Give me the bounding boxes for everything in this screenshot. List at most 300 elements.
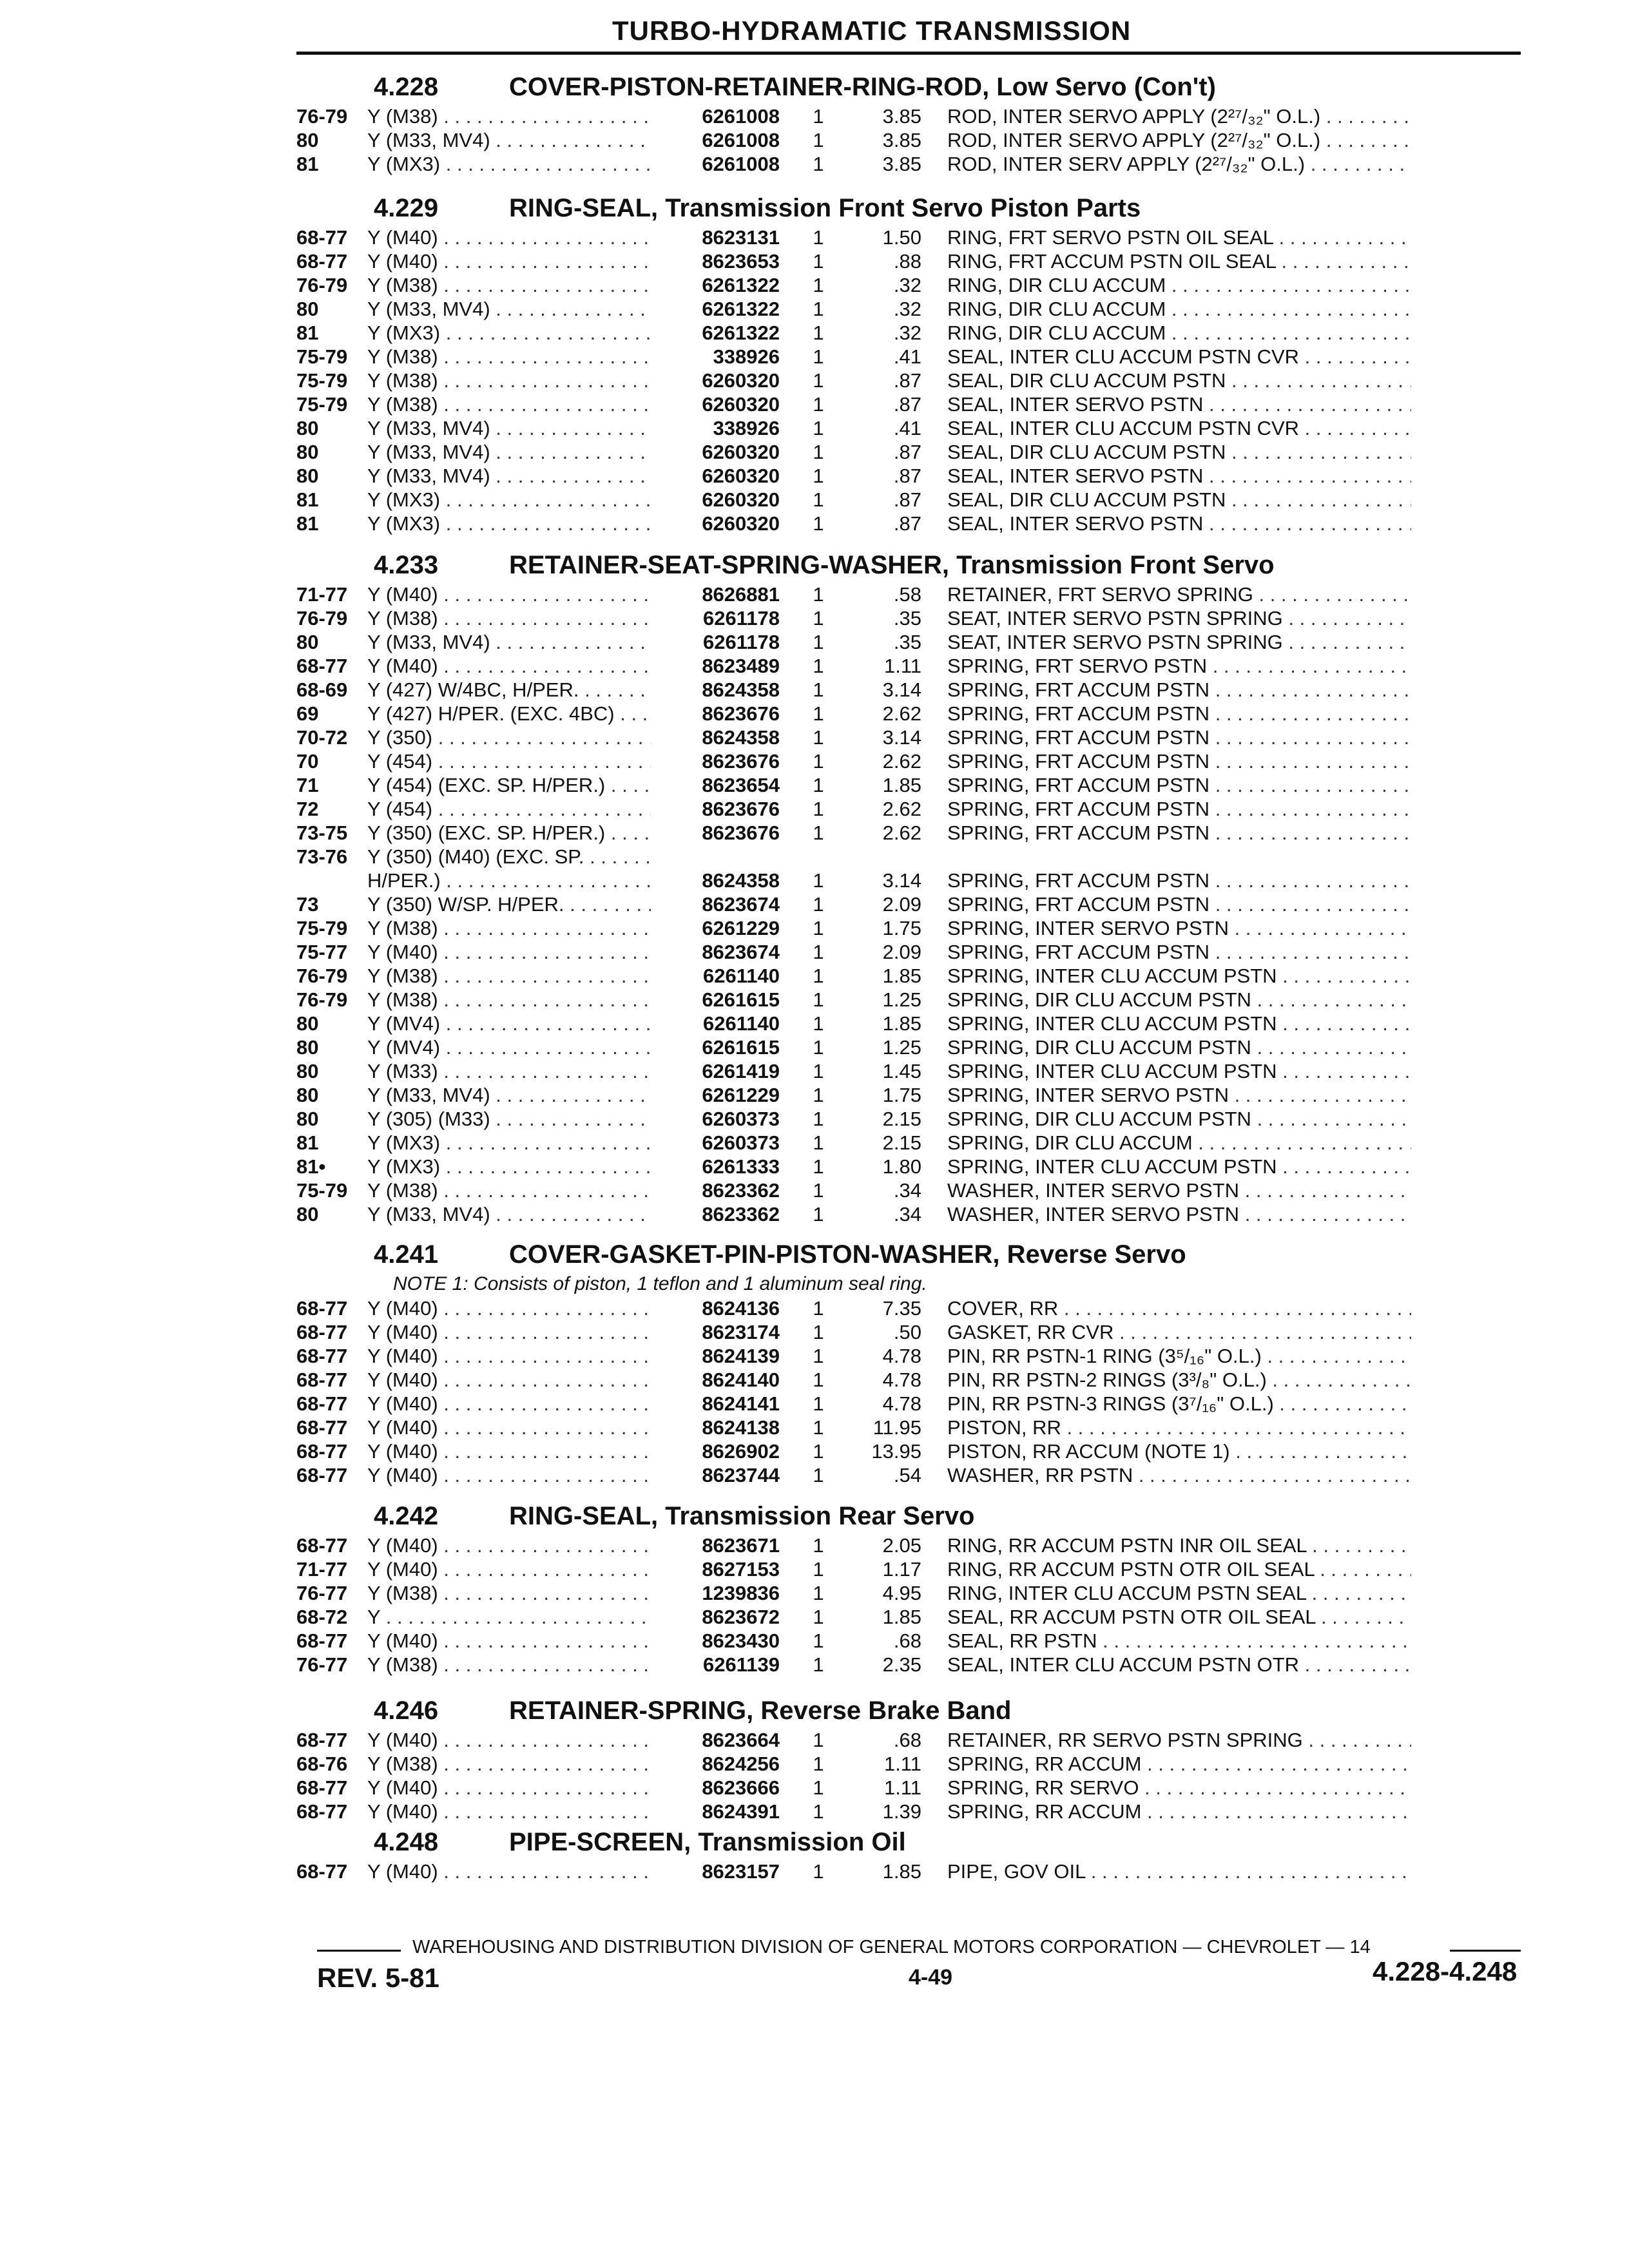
- description: SPRING, FRT ACCUM PSTN . . .: [947, 821, 1411, 845]
- model-year: 80: [296, 1084, 319, 1106]
- part-row: [296, 152, 1540, 176]
- application: Y (MX3) . . .: [367, 152, 651, 176]
- description: ROD, INTER SERVO APPLY (2²⁷/₃₂" O.L.) . . .: [947, 104, 1411, 128]
- price: .68: [893, 1729, 921, 1751]
- price: 1.85: [882, 1606, 921, 1628]
- section-range: 4.228-4.248: [1373, 1956, 1518, 1986]
- quantity: 1: [813, 274, 824, 296]
- part-number: 8623672: [702, 1606, 780, 1628]
- part-number: 8623664: [702, 1729, 780, 1751]
- model-year: 68-77: [296, 1369, 348, 1391]
- part-number: 6261008: [702, 129, 780, 151]
- part-row: [296, 869, 1540, 892]
- section-4-229: [296, 191, 1540, 535]
- model-year: 68-77: [296, 1729, 348, 1751]
- description: SPRING, FRT ACCUM PSTN . . .: [947, 892, 1411, 916]
- description: RING, DIR CLU ACCUM . . .: [947, 297, 1411, 321]
- part-number: 8624256: [702, 1753, 780, 1775]
- model-year: 71-77: [296, 1558, 348, 1581]
- part-number: 8624138: [702, 1416, 780, 1439]
- section-heading: [374, 548, 1540, 582]
- quantity: 1: [813, 774, 824, 796]
- section-4-228: [296, 70, 1540, 176]
- part-row: [296, 606, 1540, 630]
- description: SPRING, INTER CLU ACCUM PSTN . . .: [947, 1012, 1411, 1035]
- application: Y (454) (EXC. SP. H/PER.) . . .: [367, 773, 651, 797]
- quantity: 1: [813, 417, 824, 439]
- part-row: [296, 464, 1540, 488]
- application: Y (M40) . . .: [367, 1557, 651, 1581]
- description: WASHER, RR PSTN . . .: [947, 1463, 1411, 1487]
- part-row: [296, 1533, 1540, 1557]
- application: Y (M33, MV4) . . .: [367, 440, 651, 464]
- price: .58: [893, 583, 921, 606]
- model-year: 81•: [296, 1155, 326, 1178]
- model-year: 80: [296, 1060, 319, 1082]
- model-year: 80: [296, 1108, 319, 1130]
- model-year: 80: [296, 1203, 319, 1225]
- price: 1.45: [882, 1060, 921, 1082]
- part-row: [296, 392, 1540, 416]
- model-year: 69: [296, 702, 319, 725]
- description: PIN, RR PSTN-3 RINGS (3⁷/₁₆" O.L.) . . .: [947, 1392, 1411, 1416]
- section-number: 4.242: [374, 1502, 439, 1530]
- application: Y (427) H/PER. (EXC. 4BC) . . .: [367, 702, 651, 726]
- price: .41: [893, 417, 921, 439]
- part-number: 8623430: [702, 1629, 780, 1652]
- part-number: 6261139: [703, 1653, 780, 1676]
- description: SEAL, DIR CLU ACCUM PSTN . . .: [947, 369, 1411, 392]
- part-row: [296, 321, 1540, 345]
- description: SPRING, FRT ACCUM PSTN . . .: [947, 726, 1411, 749]
- application: Y (MX3) . . .: [367, 512, 651, 535]
- description: PISTON, RR ACCUM (NOTE 1) . . .: [947, 1439, 1411, 1463]
- price: 1.85: [882, 774, 921, 796]
- price: 3.85: [882, 105, 921, 128]
- description: RING, RR ACCUM PSTN INR OIL SEAL . . .: [947, 1533, 1411, 1557]
- part-number: 8624391: [702, 1800, 780, 1823]
- description: SPRING, INTER CLU ACCUM PSTN . . .: [947, 1155, 1411, 1178]
- description: COVER, RR . . .: [947, 1296, 1411, 1320]
- description: PISTON, RR . . .: [947, 1416, 1411, 1439]
- model-year: 80: [296, 298, 319, 320]
- quantity: 1: [813, 655, 824, 677]
- part-row: [296, 678, 1540, 702]
- model-year: 68-77: [296, 1534, 348, 1557]
- part-row: [296, 273, 1540, 297]
- application: Y (M38) . . .: [367, 104, 651, 128]
- quantity: 1: [813, 1345, 824, 1367]
- model-year: 75-77: [296, 941, 348, 963]
- part-row: [296, 1012, 1540, 1035]
- application: Y (MV4) . . .: [367, 1035, 651, 1059]
- price: 13.95: [871, 1440, 921, 1463]
- model-year: 68-77: [296, 1321, 348, 1343]
- application: Y (MV4) . . .: [367, 1012, 651, 1035]
- model-year: 68-77: [296, 1297, 348, 1320]
- description: SEAL, INTER CLU ACCUM PSTN OTR . . .: [947, 1653, 1411, 1677]
- description: SPRING, DIR CLU ACCUM . . .: [947, 1131, 1411, 1155]
- description: RETAINER, FRT SERVO SPRING . . .: [947, 582, 1411, 606]
- model-year: 68-77: [296, 1776, 348, 1799]
- price: .41: [893, 345, 921, 368]
- quantity: 1: [813, 1155, 824, 1178]
- price: 1.11: [883, 655, 921, 677]
- price: 1.11: [883, 1753, 921, 1775]
- quantity: 1: [813, 105, 824, 128]
- quantity: 1: [813, 1321, 824, 1343]
- part-row: [296, 1653, 1540, 1677]
- price: 2.62: [882, 750, 921, 773]
- price: .68: [893, 1629, 921, 1652]
- part-row: [296, 892, 1540, 916]
- quantity: 1: [813, 1179, 824, 1202]
- part-row: [296, 845, 1540, 869]
- application: Y (MX3) . . .: [367, 1131, 651, 1155]
- application: Y (427) W/4BC, H/PER. . . .: [367, 678, 651, 702]
- price: .34: [893, 1203, 921, 1225]
- price: 1.17: [882, 1558, 921, 1581]
- description: SPRING, INTER SERVO PSTN . . .: [947, 1083, 1411, 1107]
- model-year: 81: [296, 1131, 319, 1154]
- description: RING, FRT ACCUM PSTN OIL SEAL . . .: [947, 249, 1411, 273]
- model-year: 73-75: [296, 822, 348, 844]
- price: 1.11: [883, 1776, 921, 1799]
- part-row: [296, 1059, 1540, 1083]
- application: Y (M38) . . .: [367, 369, 651, 392]
- quantity: 1: [813, 1776, 824, 1799]
- part-number: 8626902: [702, 1440, 780, 1463]
- quantity: 1: [813, 607, 824, 629]
- application: Y (M40) . . .: [367, 1776, 651, 1800]
- model-year: 73-76: [296, 845, 348, 868]
- quantity: 1: [813, 1534, 824, 1557]
- part-row: [296, 1629, 1540, 1653]
- quantity: 1: [813, 988, 824, 1011]
- price: 1.39: [882, 1800, 921, 1823]
- description: PIN, RR PSTN-1 RING (3⁵/₁₆" O.L.) . . .: [947, 1344, 1411, 1368]
- quantity: 1: [813, 153, 824, 175]
- part-row: [296, 104, 1540, 128]
- application: Y (M40) . . .: [367, 1344, 651, 1368]
- application: Y (305) (M33) . . .: [367, 1107, 651, 1131]
- part-number: 6261178: [703, 607, 780, 629]
- description: SPRING, FRT ACCUM PSTN . . .: [947, 940, 1411, 964]
- description: RING, INTER CLU ACCUM PSTN SEAL . . .: [947, 1581, 1411, 1605]
- part-row: [296, 345, 1540, 369]
- model-year: 75-79: [296, 917, 348, 939]
- description: SEAL, INTER SERVO PSTN . . .: [947, 512, 1411, 535]
- application: Y (M40) . . .: [367, 940, 651, 964]
- model-year: 68-77: [296, 1629, 348, 1652]
- part-number: 8624139: [702, 1345, 780, 1367]
- description: SPRING, DIR CLU ACCUM PSTN . . .: [947, 1107, 1411, 1131]
- part-row: [296, 512, 1540, 535]
- section-title: COVER-PISTON-RETAINER-RING-ROD, Low Servo (Con't): [509, 73, 1216, 101]
- price: 2.35: [882, 1653, 921, 1676]
- part-number: 6261322: [702, 274, 780, 296]
- section-4-241: [296, 1237, 1540, 1487]
- section-number: 4.246: [374, 1696, 439, 1725]
- part-number: 6260320: [702, 393, 780, 416]
- description: SEAL, DIR CLU ACCUM PSTN . . .: [947, 440, 1411, 464]
- section-number: 4.241: [374, 1240, 439, 1269]
- part-number: 6261615: [702, 1036, 780, 1059]
- description: SPRING, DIR CLU ACCUM PSTN . . .: [947, 1035, 1411, 1059]
- part-row: [296, 1557, 1540, 1581]
- application: Y (M38) . . .: [367, 1581, 651, 1605]
- description: RETAINER, RR SERVO PSTN SPRING . . .: [947, 1728, 1411, 1752]
- description: ROD, INTER SERV APPLY (2²⁷/₃₂" O.L.) . . .: [947, 152, 1411, 176]
- application: H/PER.) . . .: [367, 869, 651, 892]
- price: 3.85: [882, 129, 921, 151]
- part-number: 8626881: [702, 583, 780, 606]
- part-row: [296, 1296, 1540, 1320]
- model-year: 80: [296, 1012, 319, 1035]
- quantity: 1: [813, 1860, 824, 1883]
- part-number: 8623674: [702, 893, 780, 916]
- quantity: 1: [813, 1653, 824, 1676]
- model-year: 81: [296, 488, 319, 511]
- model-year: 68-69: [296, 678, 348, 701]
- price: 1.80: [882, 1155, 921, 1178]
- application: Y (M38) . . .: [367, 964, 651, 988]
- part-row: [296, 964, 1540, 988]
- application: Y (M40) . . .: [367, 1368, 651, 1392]
- description: SPRING, INTER CLU ACCUM PSTN . . .: [947, 1059, 1411, 1083]
- section-heading: [374, 1825, 1540, 1860]
- description: SPRING, INTER CLU ACCUM PSTN . . .: [947, 964, 1411, 988]
- description: SEAL, INTER CLU ACCUM PSTN CVR . . .: [947, 416, 1411, 440]
- application: Y (M40) . . .: [367, 1320, 651, 1344]
- part-row: [296, 1035, 1540, 1059]
- quantity: 1: [813, 1060, 824, 1082]
- part-number: 1239836: [702, 1582, 780, 1604]
- footer-rule-left: [317, 1950, 401, 1952]
- application: Y (350) W/SP. H/PER. . . .: [367, 892, 651, 916]
- part-row: [296, 1107, 1540, 1131]
- model-year: 68-77: [296, 1416, 348, 1439]
- quantity: 1: [813, 1392, 824, 1415]
- quantity: 1: [813, 869, 824, 892]
- part-number: 8623676: [702, 798, 780, 820]
- quantity: 1: [813, 1369, 824, 1391]
- section-title: RING-SEAL, Transmission Front Servo Piston Parts: [509, 194, 1141, 222]
- section-heading: [374, 1499, 1540, 1533]
- description: SEAL, INTER SERVO PSTN . . .: [947, 392, 1411, 416]
- quantity: 1: [813, 583, 824, 606]
- quantity: 1: [813, 393, 824, 416]
- price: .87: [893, 441, 921, 463]
- description: GASKET, RR CVR . . .: [947, 1320, 1411, 1344]
- model-year: 68-77: [296, 250, 348, 273]
- price: 3.85: [882, 153, 921, 175]
- application: Y (M40) . . .: [367, 1296, 651, 1320]
- quantity: 1: [813, 1729, 824, 1751]
- price: .87: [893, 488, 921, 511]
- model-year: 76-79: [296, 105, 348, 128]
- part-number: 6260320: [702, 369, 780, 392]
- footer-division: WAREHOUSING AND DISTRIBUTION DIVISION OF GENERAL MOTORS CORPORATION — CHEVROLET — 14: [412, 1937, 1371, 1957]
- section-note: NOTE 1: Consists of piston, 1 teflon and 1 aluminum seal ring.: [393, 1273, 927, 1294]
- application: Y (M33) . . .: [367, 1059, 651, 1083]
- section-number: 4.228: [374, 73, 439, 101]
- part-number: 338926: [713, 345, 780, 368]
- description: SEAT, INTER SERVO PSTN SPRING . . .: [947, 606, 1411, 630]
- quantity: 1: [813, 250, 824, 273]
- part-number: 6260320: [702, 512, 780, 535]
- quantity: 1: [813, 369, 824, 392]
- part-row: [296, 821, 1540, 845]
- section-heading: [374, 1237, 1540, 1272]
- price: 1.50: [882, 226, 921, 249]
- model-year: 68-77: [296, 1440, 348, 1463]
- section-heading: [374, 191, 1540, 226]
- description: RING, RR ACCUM PSTN OTR OIL SEAL . . .: [947, 1557, 1411, 1581]
- part-row: [296, 128, 1540, 152]
- description: SPRING, INTER SERVO PSTN . . .: [947, 916, 1411, 940]
- part-row: [296, 726, 1540, 749]
- part-row: [296, 1605, 1540, 1629]
- application: Y (M40) . . .: [367, 249, 651, 273]
- application: Y (M38) . . .: [367, 345, 651, 369]
- quantity: 1: [813, 726, 824, 749]
- model-year: 68-77: [296, 1800, 348, 1823]
- quantity: 1: [813, 678, 824, 701]
- application: Y (M40) . . .: [367, 1860, 651, 1883]
- application: Y (350) (EXC. SP. H/PER.) . . .: [367, 821, 651, 845]
- part-number: 8624358: [702, 869, 780, 892]
- quantity: 1: [813, 1416, 824, 1439]
- quantity: 1: [813, 1012, 824, 1035]
- price: 2.62: [882, 822, 921, 844]
- part-number: 6261008: [702, 105, 780, 128]
- quantity: 1: [813, 1582, 824, 1604]
- application: Y (M40) . . .: [367, 1439, 651, 1463]
- price: .32: [893, 298, 921, 320]
- part-number: 6261229: [702, 917, 780, 939]
- application: Y (M38) . . .: [367, 988, 651, 1012]
- section-number: 4.233: [374, 551, 439, 579]
- part-number: 8627153: [702, 1558, 780, 1581]
- part-row: [296, 1776, 1540, 1800]
- part-number: 8624358: [702, 726, 780, 749]
- part-number: 6260320: [702, 441, 780, 463]
- section-title: RING-SEAL, Transmission Rear Servo: [509, 1502, 975, 1530]
- description: PIN, RR PSTN-2 RINGS (3³/₈" O.L.) . . .: [947, 1368, 1411, 1392]
- model-year: 75-79: [296, 369, 348, 392]
- part-row: [296, 1131, 1540, 1155]
- part-row: [296, 1463, 1540, 1487]
- application: Y (M40) . . .: [367, 1463, 651, 1487]
- description: SPRING, RR ACCUM . . .: [947, 1752, 1411, 1776]
- price: 4.78: [882, 1369, 921, 1391]
- application: Y (M40) . . .: [367, 1629, 651, 1653]
- model-year: 70-72: [296, 726, 348, 749]
- part-row: [296, 702, 1540, 726]
- description: SEAL, RR ACCUM PSTN OTR OIL SEAL . . .: [947, 1605, 1411, 1629]
- part-number: 6261615: [702, 988, 780, 1011]
- description: SPRING, DIR CLU ACCUM PSTN . . .: [947, 988, 1411, 1012]
- price: 1.75: [882, 1084, 921, 1106]
- price: .87: [893, 465, 921, 487]
- section-4-248: [296, 1825, 1540, 1883]
- price: 1.85: [882, 1860, 921, 1883]
- model-year: 68-76: [296, 1753, 348, 1775]
- quantity: 1: [813, 750, 824, 773]
- description: SPRING, FRT ACCUM PSTN . . .: [947, 797, 1411, 821]
- page-number: 4-49: [909, 1965, 953, 1990]
- title-rule: [296, 52, 1521, 55]
- part-number: 6261008: [702, 153, 780, 175]
- quantity: 1: [813, 1440, 824, 1463]
- section-title: RETAINER-SPRING, Reverse Brake Band: [509, 1696, 1012, 1725]
- part-number: 8624136: [702, 1297, 780, 1320]
- model-year: 68-77: [296, 1345, 348, 1367]
- model-year: 80: [296, 1036, 319, 1059]
- description: SPRING, FRT ACCUM PSTN . . .: [947, 773, 1411, 797]
- application: Y (M40) . . .: [367, 1800, 651, 1823]
- part-row: [296, 416, 1540, 440]
- section-title: RETAINER-SEAT-SPRING-WASHER, Transmission Front Servo: [509, 551, 1275, 579]
- quantity: 1: [813, 702, 824, 725]
- part-row: [296, 1344, 1540, 1368]
- part-row: [296, 1202, 1540, 1226]
- price: .34: [893, 1179, 921, 1202]
- description: RING, DIR CLU ACCUM . . .: [947, 273, 1411, 297]
- part-number: 6260373: [702, 1131, 780, 1154]
- price: .32: [893, 322, 921, 344]
- quantity: 1: [813, 298, 824, 320]
- part-row: [296, 630, 1540, 654]
- price: .54: [893, 1464, 921, 1486]
- model-year: 76-79: [296, 965, 348, 987]
- part-row: [296, 369, 1540, 392]
- application: Y (M33, MV4) . . .: [367, 1083, 651, 1107]
- quantity: 1: [813, 1606, 824, 1628]
- part-row: [296, 1752, 1540, 1776]
- application: Y (MX3) . . .: [367, 1155, 651, 1178]
- application: Y (M40) . . .: [367, 1416, 651, 1439]
- application: Y (M38) . . .: [367, 1752, 651, 1776]
- model-year: 68-77: [296, 655, 348, 677]
- quantity: 1: [813, 129, 824, 151]
- part-row: [296, 749, 1540, 773]
- part-row: [296, 440, 1540, 464]
- part-number: 6261419: [702, 1060, 780, 1082]
- model-year: 75-79: [296, 345, 348, 368]
- section-title: COVER-GASKET-PIN-PISTON-WASHER, Reverse Servo: [509, 1240, 1186, 1269]
- part-number: 8623489: [702, 655, 780, 677]
- part-row: [296, 226, 1540, 249]
- model-year: 81: [296, 512, 319, 535]
- section-number: 4.248: [374, 1828, 439, 1856]
- price: .35: [893, 607, 921, 629]
- quantity: 1: [813, 1036, 824, 1059]
- quantity: 1: [813, 798, 824, 820]
- section-heading: [374, 1693, 1540, 1728]
- price: 3.14: [882, 678, 921, 701]
- quantity: 1: [813, 226, 824, 249]
- model-year: 76-77: [296, 1653, 348, 1676]
- price: 2.05: [882, 1534, 921, 1557]
- model-year: 68-72: [296, 1606, 348, 1628]
- part-row: [296, 1392, 1540, 1416]
- part-row: [296, 1178, 1540, 1202]
- price: 1.25: [882, 1036, 921, 1059]
- price: 1.75: [882, 917, 921, 939]
- application: Y (MX3) . . .: [367, 321, 651, 345]
